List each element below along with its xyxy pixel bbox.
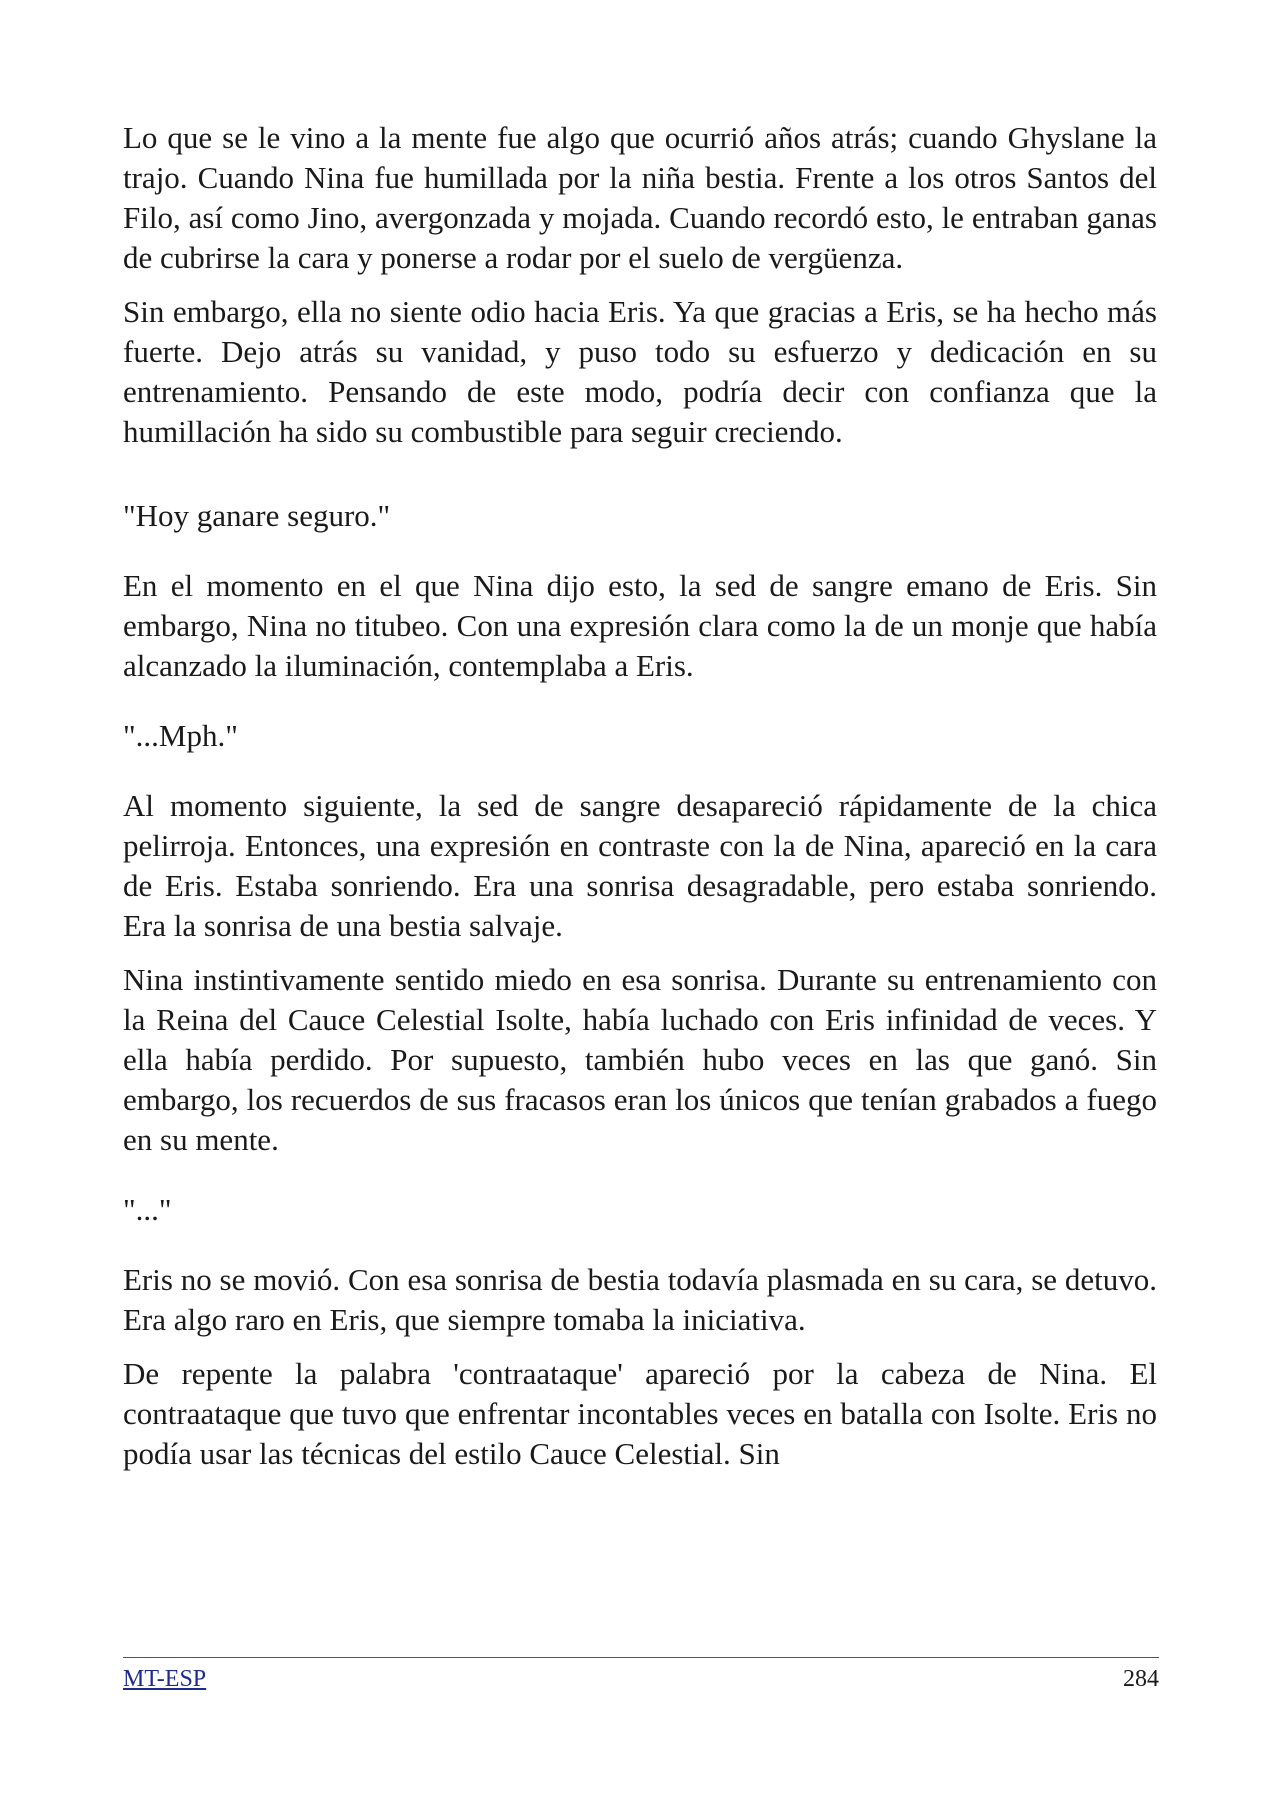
page-number: 284 bbox=[1123, 1666, 1159, 1692]
paragraph: En el momento en el que Nina dijo esto, la sed de sangre emano de Eris. Sin embargo, Nina no titubeo. Con una expresión clara como la de un monje que había alcanzado la iluminación, contemplaba a Eris. bbox=[123, 568, 1157, 683]
page-footer bbox=[123, 1657, 1159, 1694]
paragraph: De repente la palabra 'contraataque' apareció por la cabeza de Nina. El contraataque que tuvo que enfrentar incontables veces en batalla con Isolte. Eris no podía usar las técnicas del estilo Cauce Celestial. Sin bbox=[123, 1356, 1157, 1471]
dialogue-line: "..." bbox=[123, 1192, 172, 1227]
dialogue-line: "Hoy ganare seguro." bbox=[123, 498, 391, 533]
footer-link[interactable]: MT-ESP bbox=[123, 1666, 207, 1692]
dialogue-line: "...Mph." bbox=[123, 718, 238, 753]
document-body bbox=[123, 118, 1157, 1488]
paragraph: Lo que se le vino a la mente fue algo que ocurrió años atrás; cuando Ghyslane la trajo. Cuando Nina fue humillada por la niña bestia. Frente a los otros Santos del Filo, así como Jino, avergonzada y mojada. Cuando recordó esto, le entraban ganas de cubrirse la cara y ponerse a rodar por el suelo de vergüenza. bbox=[123, 120, 1157, 275]
paragraph: Nina instintivamente sentido miedo en esa sonrisa. Durante su entrenamiento con la Reina del Cauce Celestial Isolte, había luchado con Eris infinidad de veces. Y ella había perdido. Por supuesto, también hubo veces en las que ganó. Sin embargo, los recuerdos de sus fracasos eran los únicos que tenían grabados a fuego en su mente. bbox=[123, 962, 1157, 1157]
paragraph: Eris no se movió. Con esa sonrisa de bestia todavía plasmada en su cara, se detuvo. Era algo raro en Eris, que siempre tomaba la iniciativa. bbox=[123, 1262, 1157, 1337]
paragraph: Sin embargo, ella no siente odio hacia Eris. Ya que gracias a Eris, se ha hecho más fuerte. Dejo atrás su vanidad, y puso todo su esfuerzo y dedicación en su entrenamiento. Pensando de este modo, podría decir con confianza que la humillación ha sido su combustible para seguir creciendo. bbox=[123, 294, 1157, 449]
paragraph: Al momento siguiente, la sed de sangre desapareció rápidamente de la chica pelirroja. Entonces, una expresión en contraste con la de Nina, apareció en la cara de Eris. Estaba sonriendo. Era una sonrisa desagradable, pero estaba sonriendo. Era la sonrisa de una bestia salvaje. bbox=[123, 788, 1157, 943]
